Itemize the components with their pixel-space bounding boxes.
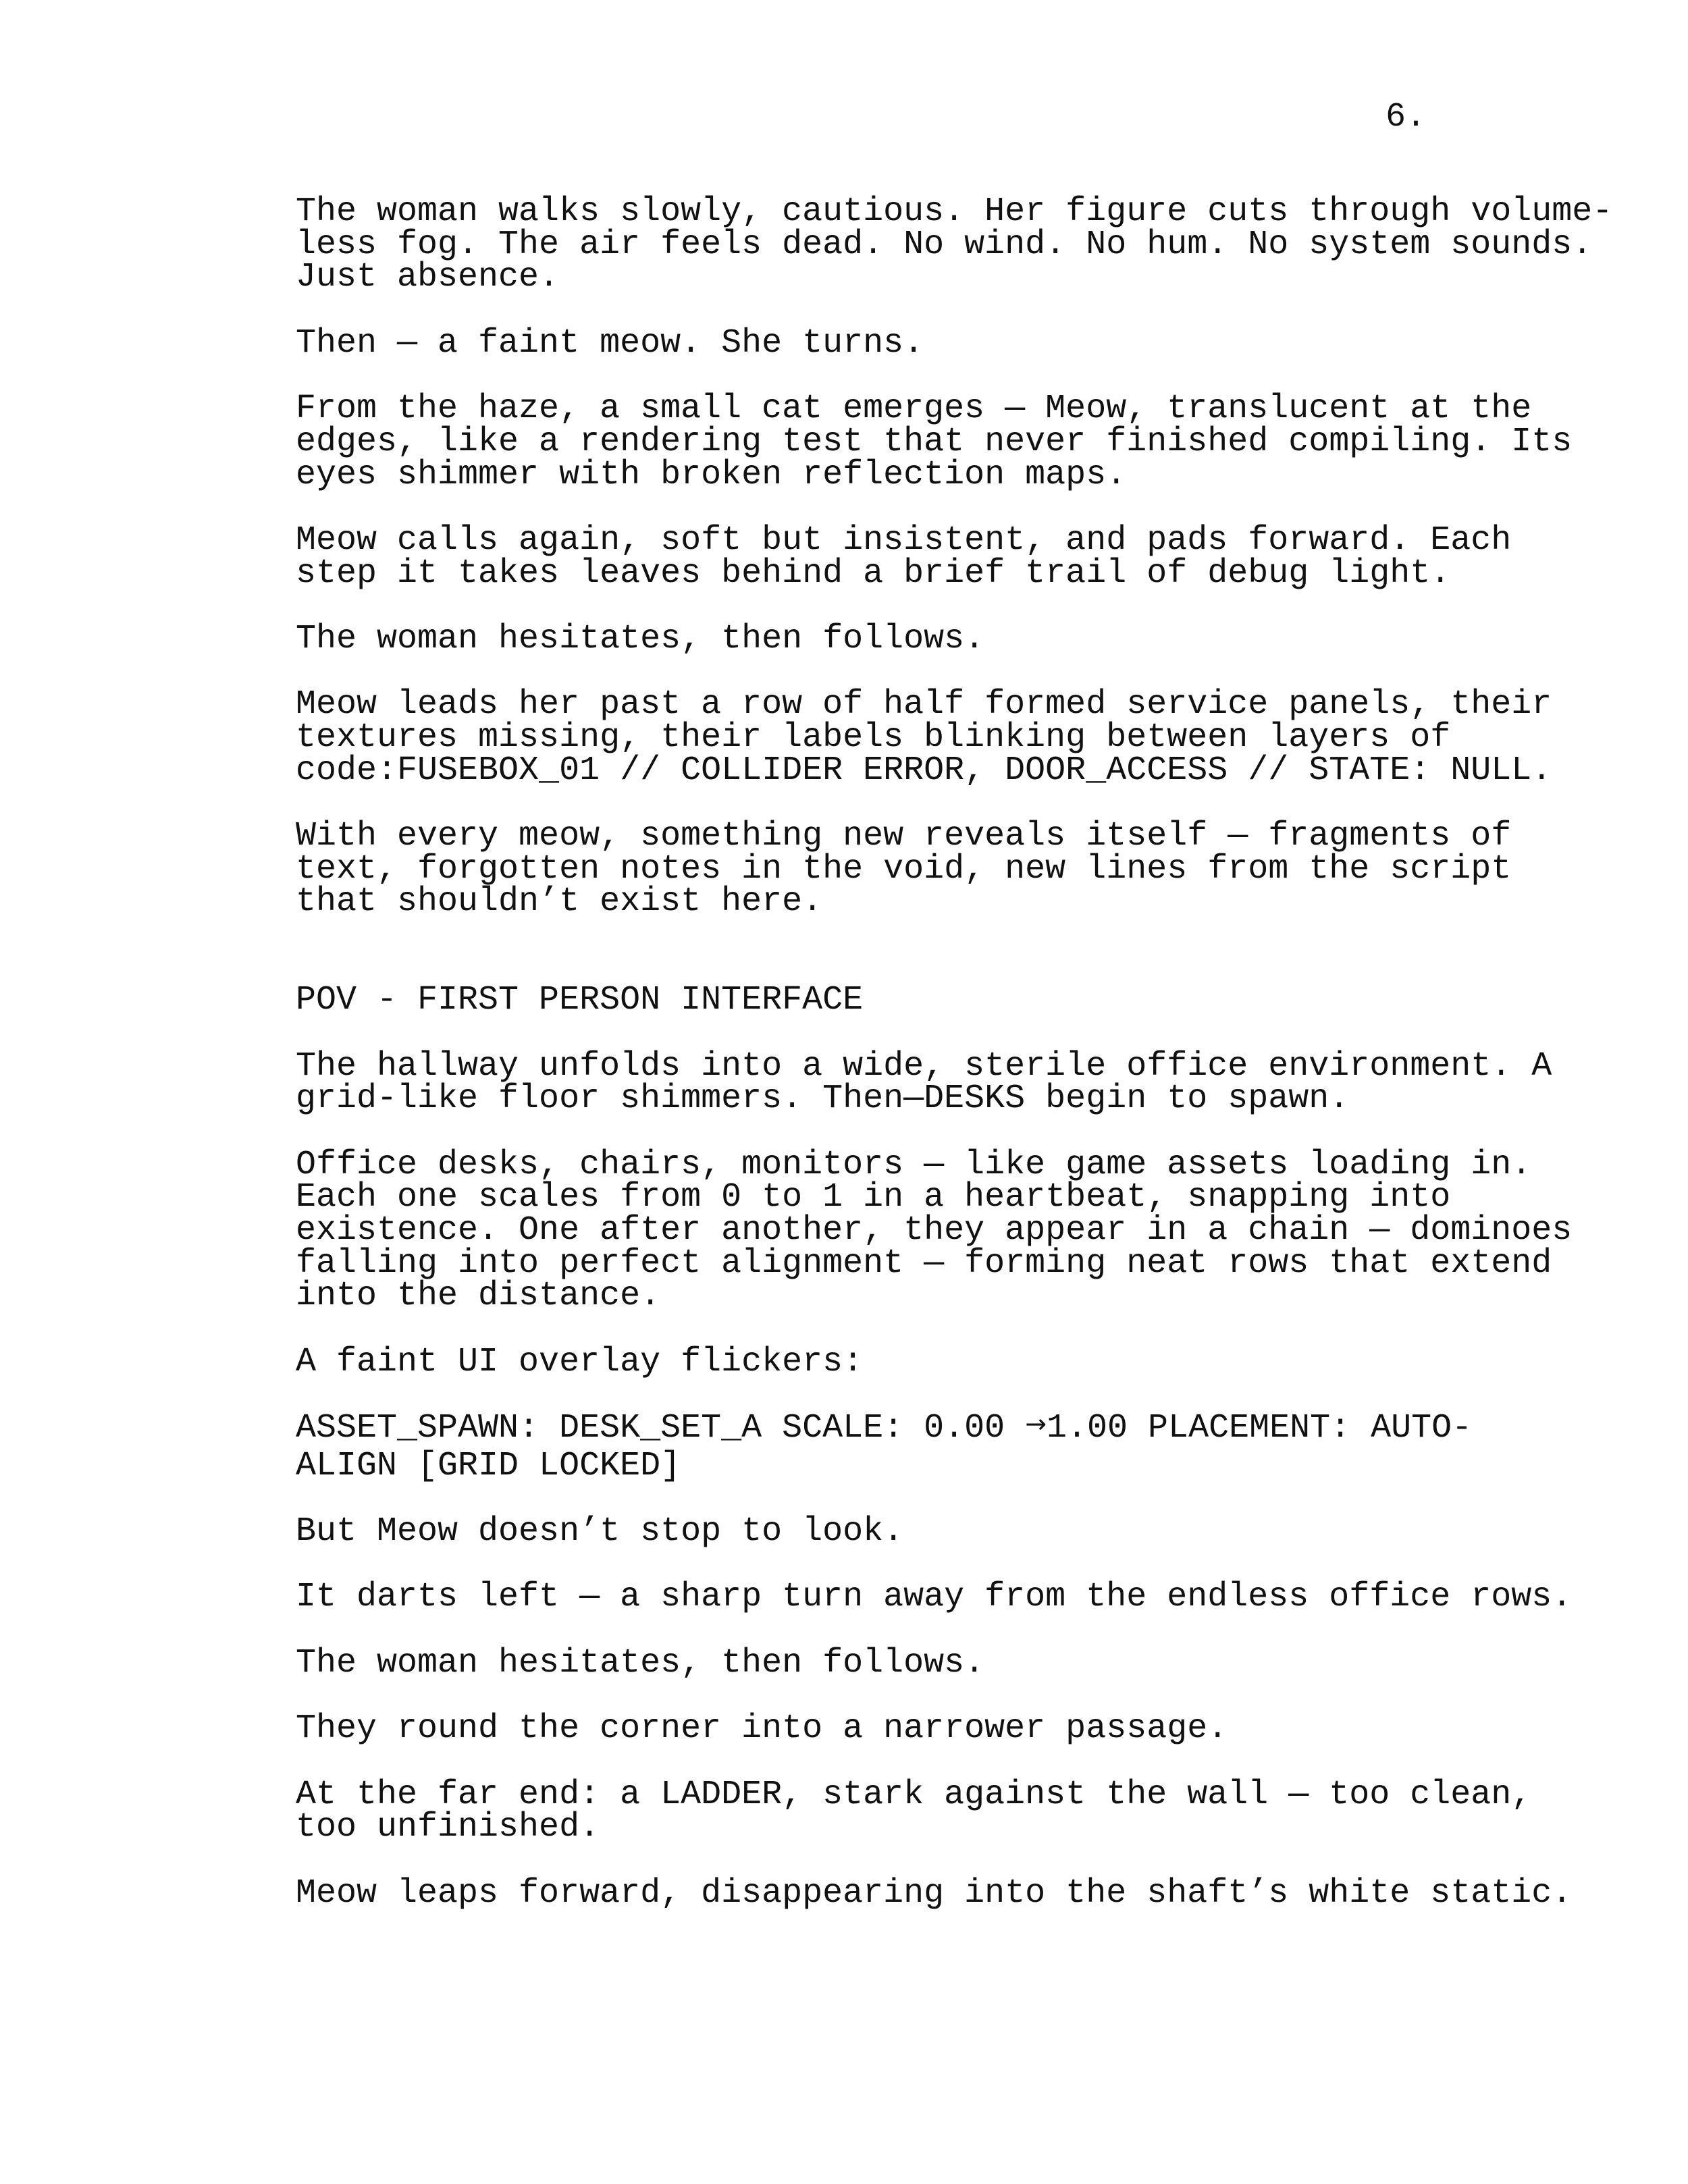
action-paragraph [296, 1775, 1619, 1847]
script-line: A faint UI overlay flickers: [296, 1342, 864, 1381]
script-line: into the distance. [296, 1277, 661, 1316]
action-paragraph [296, 1046, 1619, 1119]
overlay-line [296, 1409, 1619, 1450]
script-line: text, forgotten notes in the void, new lines from the script [296, 849, 1512, 888]
script-line: falling into perfect alignment — forming neat rows that extend [296, 1244, 1552, 1283]
ui-overlay-text [296, 1409, 1619, 1489]
script-line: The woman hesitates, then follows. [296, 1643, 985, 1682]
script-body [296, 192, 1619, 1943]
page-number: 6. [1386, 98, 1427, 136]
action-paragraph [296, 323, 1619, 363]
script-line: that shouldn’t exist here. [296, 882, 823, 922]
action-paragraph [296, 1873, 1619, 1913]
script-line: The hallway unfolds into a wide, sterile office environment. A [296, 1046, 1552, 1086]
script-line: Meow leaps forward, disappearing into the shaft’s white static. [296, 1873, 1573, 1913]
action-paragraph [296, 1643, 1619, 1682]
overlay-line-end: 1.00 PLACEMENT: AUTO- [1047, 1409, 1473, 1448]
script-line: Meow calls again, soft but insistent, and pads forward. Each [296, 521, 1512, 560]
action-paragraph [296, 192, 1619, 297]
script-line: less fog. The air feels dead. No wind. No hum. No system sounds. [296, 225, 1593, 264]
script-line: They round the corner into a narrower passage. [296, 1709, 1228, 1749]
overlay-line-start: ASSET_SPAWN: DESK_SET_A SCALE: 0.00 [296, 1409, 1026, 1448]
script-line: The woman walks slowly, cautious. Her figure cuts through volume- [296, 192, 1613, 231]
action-paragraph [296, 1145, 1619, 1316]
script-line: With every meow, something new reveals itself — fragments of [296, 817, 1512, 856]
script-line: At the far end: a LADDER, stark against the wall — too clean, [296, 1775, 1532, 1814]
script-line: Each one scales from 0 to 1 in a heartbeat, snapping into [296, 1178, 1451, 1217]
script-line: Just absence. [296, 258, 560, 297]
script-line: From the haze, a small cat emerges — Meow, translucent at the [296, 390, 1532, 429]
action-paragraph [296, 1709, 1619, 1749]
script-line: Then — a faint meow. She turns. [296, 323, 924, 363]
script-line: existence. One after another, they appear in a chain — dominoes [296, 1210, 1573, 1250]
action-paragraph [296, 619, 1619, 658]
script-line: edges, like a rendering test that never finished compiling. Its [296, 422, 1573, 461]
action-paragraph [296, 817, 1619, 922]
action-paragraph [296, 1512, 1619, 1551]
action-paragraph [296, 521, 1619, 593]
script-line: eyes shimmer with broken reflection maps. [296, 455, 1127, 494]
scene-heading-text: POV - FIRST PERSON INTERFACE [296, 981, 864, 1020]
action-paragraph [296, 685, 1619, 790]
scene-heading [296, 981, 1619, 1020]
action-paragraph [296, 1578, 1619, 1617]
script-line: step it takes leaves behind a brief trail of debug light. [296, 554, 1451, 593]
script-line: It darts left — a sharp turn away from the endless office rows. [296, 1578, 1573, 1617]
action-paragraph [296, 1342, 1619, 1381]
script-line: But Meow doesn’t stop to look. [296, 1512, 904, 1551]
script-line: too unfinished. [296, 1808, 600, 1847]
script-line: code:FUSEBOX_01 // COLLIDER ERROR, DOOR_ACCESS // STATE: NULL. [296, 751, 1552, 790]
right-arrow-icon: → [1025, 1409, 1047, 1439]
script-line: Office desks, chairs, monitors — like game assets loading in. [296, 1145, 1532, 1184]
action-paragraph [296, 390, 1619, 494]
script-line: textures missing, their labels blinking between layers of [296, 718, 1451, 757]
overlay-line: ALIGN [GRID LOCKED] [296, 1447, 681, 1486]
script-line: grid-like floor shimmers. Then—DESKS begin to spawn. [296, 1080, 1350, 1119]
script-line: The woman hesitates, then follows. [296, 619, 985, 658]
script-line: Meow leads her past a row of half formed service panels, their [296, 685, 1552, 724]
